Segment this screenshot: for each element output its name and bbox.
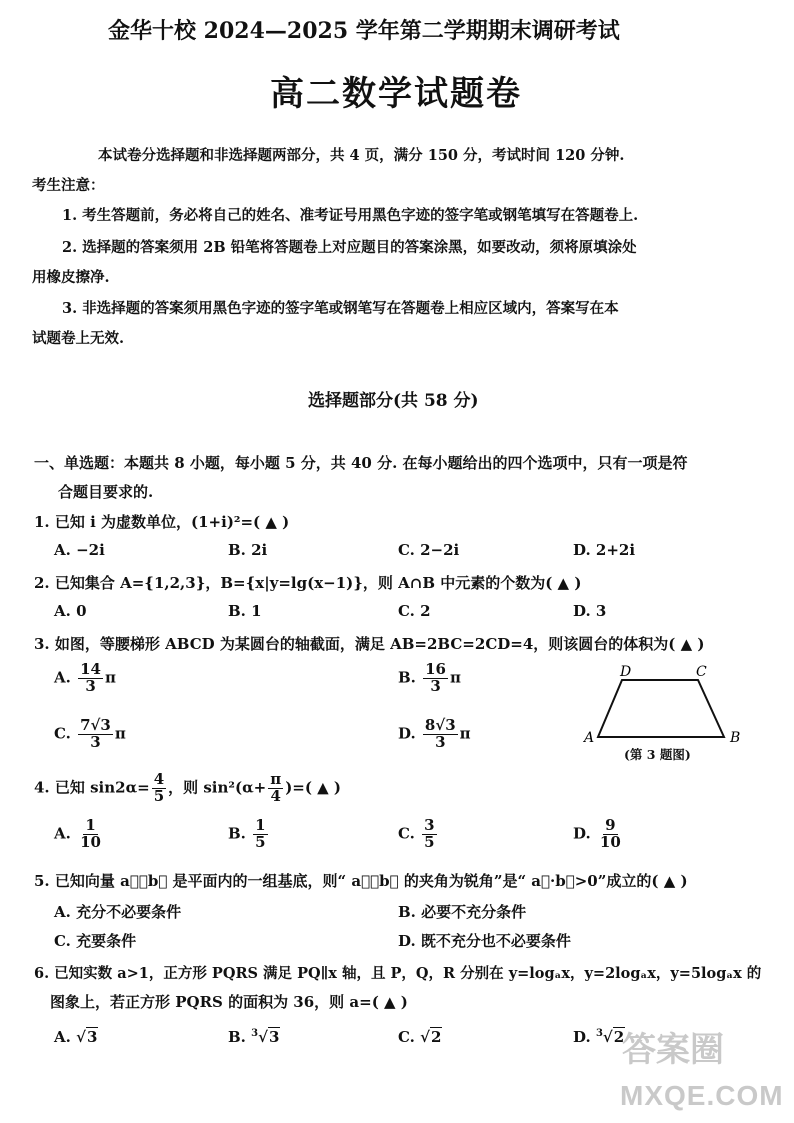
q4-d-num: 9 [605,816,616,834]
trapezoid-shape [598,680,724,737]
q4-b-den: 5 [255,832,266,851]
part1-instruction-cont: 合题目要求的. [58,483,154,501]
q5-option-b: B. 必要不充分条件 [398,903,527,921]
q6-option-a: A. √3 [54,1028,98,1046]
pi-symbol: π [459,724,471,743]
q4-stem-mid: ，则 sin²(α+ [168,778,267,797]
intro-text: 本试卷分选择题和非选择题两部分，共 4 页，满分 150 分，考试时间 120 分钟. [98,147,625,164]
q4-stem-num: 4 [153,770,165,788]
q2-option-b: B. 1 [228,602,262,620]
q6-option-c: C. √2 [398,1028,442,1046]
q5-stem: 5. 已知向量 a⃗，b⃗ 是平面内的一组基底，则“ a⃗，b⃗ 的夹角为锐角”是“ a⃗·b⃗>0”成立的( ▲ ) [34,872,688,890]
q4-option-d: D. $\frac{9}{10}$ [573,816,621,851]
q4-option-b: B. $\frac{1}{5}$ [228,816,266,851]
q6-option-d: D. $^3$√2 [573,1028,625,1046]
q6-d-radicand: 2 [613,1028,625,1046]
q4-stem [34,772,341,805]
notice-item-2-cont: 用橡皮擦净. [32,269,110,286]
label-c: C [696,664,707,680]
q5-option-d: D. 既不充分也不必要条件 [398,932,571,950]
q6-c-label: C. [398,1028,415,1046]
q2-stem: 2. 已知集合 A={1,2,3}，B={x|y=lg(x−1)}，则 A∩B 中元素的个数为( ▲ ) [34,574,582,592]
q3-a-den: 3 [85,676,96,695]
q6-b-label: B. [228,1028,246,1046]
figure-caption: (第 3 题图) [624,747,691,762]
section-title: 选择题部分(共 58 分) [308,391,479,411]
label-d: D [620,664,632,680]
q4-stem-den2: 4 [270,786,281,805]
paper-title: 高二数学试题卷 [270,74,522,114]
q4-option-a: A. $\frac{1}{10}$ [54,816,101,851]
q3-a-num: 14 [80,660,101,678]
q6-d-label: D. [573,1028,591,1046]
q1-option-b: B. 2i [228,541,268,559]
q4-c-den: 5 [424,832,435,851]
notice-item-3-cont: 试题卷上无效. [32,330,125,347]
q1-option-c: C. 2−2i [398,541,460,559]
watermark-url: MXQE.COM [620,1080,784,1111]
q3-b-num: 16 [425,660,446,678]
q6-option-b: B. $^3$√3 [228,1028,280,1046]
q6-stem: 6. 已知实数 a>1，正方形 PQRS 满足 PQ∥x 轴，且 P，Q，R 分别在 y=logₐx，y=2logₐx，y=5logₐx 的 [34,965,762,982]
q4-stem-pi: π [270,770,282,788]
q3-b-den: 3 [430,676,441,695]
q1-stem: 1. 已知 i 为虚数单位，(1+i)²=( ▲ ) [34,513,290,531]
q6-b-index: 3 [251,1028,259,1039]
q6-stem-cont: 图象上，若正方形 PQRS 的面积为 36，则 a=( ▲ ) [50,993,408,1011]
q5-option-c: C. 充要条件 [54,932,137,950]
q4-stem-post: )=( ▲ ) [285,778,342,797]
watermark-logo: 答案圈 [622,1031,724,1069]
school-title: 金华十校 2024—2025 学年第二学期期末调研考试 [108,18,620,44]
q6-d-index: 3 [595,1028,603,1039]
notice-item-1: 1. 考生答题前，务必将自己的姓名、准考证号用黑色字迹的签字笔或钢笔填写在答题卷上. [62,207,639,224]
q4-c-num: 3 [424,816,435,834]
q3-d-num: 8√3 [424,716,456,734]
part1-instruction: 一、单选题：本题共 8 小题，每小题 5 分，共 40 分. 在每小题给出的四个选项中，只有一项是符 [34,454,688,472]
q4-d-den: 10 [599,832,621,851]
trapezoid-figure [580,660,750,746]
pi-symbol: π [114,724,126,743]
q6-a-radicand: 3 [86,1028,98,1046]
q4-option-c: C. $\frac{3}{5}$ [398,816,435,851]
q3-option-c: C. $\frac{7√3}{3}$ π [54,716,126,751]
q1-option-d: D. 2+2i [573,541,636,559]
notice-title: 考生注意： [32,177,105,194]
q6-b-radicand: 3 [268,1028,280,1046]
q4-a-den: 10 [80,832,101,851]
q2-option-c: C. 2 [398,602,431,620]
q3-stem: 3. 如图，等腰梯形 ABCD 为某圆台的轴截面，满足 AB=2BC=2CD=4，则该圆台的体积为( ▲ ) [34,635,705,653]
q4-b-num: 1 [255,816,266,834]
q3-c-den: 3 [90,732,101,751]
label-a: A [584,730,595,746]
pi-symbol: π [450,668,461,687]
q3-c-num: 7√3 [80,716,111,734]
q1-option-a: A. −2i [54,541,105,559]
q6-c-radicand: 2 [431,1028,442,1046]
q5-option-a: A. 充分不必要条件 [54,903,182,921]
q4-stem-pre: 4. 已知 sin2α= [34,778,150,797]
notice-item-3: 3. 非选择题的答案须用黑色字迹的签字笔或钢笔写在答题卷上相应区域内，答案写在本 [62,300,619,317]
q3-d-den: 3 [435,732,446,751]
pi-symbol: π [104,668,116,687]
q4-stem-den: 5 [153,786,165,805]
q3-option-d: D. $\frac{8√3}{3}$ π [398,716,471,751]
q3-option-a: A. $\frac{14}{3}$ π [54,660,116,695]
q6-a-label: A. [54,1028,71,1046]
q2-option-a: A. 0 [54,602,87,620]
q3-option-b: B. $\frac{16}{3}$ π [398,660,461,695]
q4-a-num: 1 [85,816,96,834]
q2-option-d: D. 3 [573,602,607,620]
label-b: B [730,730,741,746]
notice-item-2: 2. 选择题的答案须用 2B 铅笔将答题卷上对应题目的答案涂黑，如要改动，须将原填涂处 [62,239,637,256]
